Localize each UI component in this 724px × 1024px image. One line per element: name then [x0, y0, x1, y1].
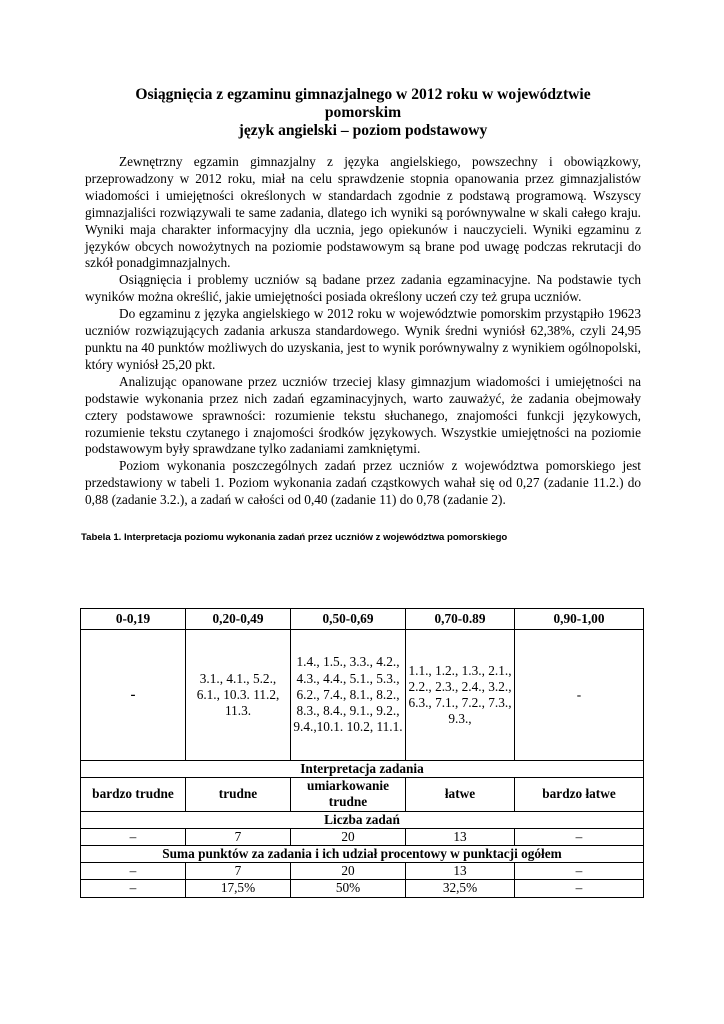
points-cell: 13: [406, 863, 515, 880]
count-cell: –: [81, 828, 186, 845]
document-title: [85, 86, 641, 140]
table-row: [81, 811, 644, 828]
table-row: [81, 863, 644, 880]
title-line-2: pomorskim: [324, 104, 402, 121]
interpretation-cell: łatwe: [406, 778, 515, 811]
tasks-cell: 1.4., 1.5., 3.3., 4.2., 4.3., 4.4., 5.1., 5.3., 6.2., 7.4., 8.1., 8.2., 8.3., 8.4., 9.1., 9.2., 9.4.,10.1. 10.2, 11.1.: [291, 630, 406, 761]
table-row: [81, 630, 644, 761]
points-cell: 20: [291, 863, 406, 880]
range-header: 0,20-0,49: [186, 609, 291, 630]
interpretation-cell: umiarkowanie trudne: [291, 778, 406, 811]
paragraph-skills: Analizując opanowane przez uczniów trzeciej klasy gimnazjum wiadomości i umiejętności na podstawie wykonania przez nich zadań egzaminacyjnych, warto zauważyć, że zadania obejmowały cztery podstawowe sprawności: rozumienie tekstu słuchanego, znajomości funkcji językowych, rozumienie tekstu czytanego i znajomości środków językowych. Wszystkie umiejętności na poziomie podstawowym były sprawdzane tylko zadaniami zamkniętymi.: [85, 373, 641, 457]
percent-cell: –: [81, 880, 186, 897]
points-cell: –: [515, 863, 644, 880]
count-cell: 7: [186, 828, 291, 845]
table-row: [81, 880, 644, 897]
tasks-cell: 3.1., 4.1., 5.2., 6.1., 10.3. 11.2, 11.3.: [186, 630, 291, 761]
results-table: [80, 608, 644, 898]
table-row: [81, 846, 644, 863]
paragraph-intro: Zewnętrzny egzamin gimnazjalny z języka angielskiego, powszechny i obowiązkowy, przeprowadzony w 2012 roku, miał na celu sprawdzenie stopnia opanowania przez gimnazjalistów wiadomości i umiejętności określonych w standardach zgodnie z podstawą programową. Wszyscy gimnazjaliści rozwiązywali te same zadania, dlatego ich wyniki są porównywalne w skali całego kraju. Wyniki maja charakter informacyjny dla ucznia, jego opiekunów i nauczycieli. Wyniki egzaminu z języków obcych nowożytnych na poziomie podstawowym są brane pod uwagę podczas rekrutacji do szkół ponadgimnazjalnych.: [85, 154, 641, 271]
table-caption: Tabela 1. Interpretacja poziomu wykonania zadań przez uczniów z województwa pomorskiego: [81, 532, 508, 544]
range-header: 0,70-0.89: [406, 609, 515, 630]
title-line-1: Osiągnięcia z egzaminu gimnazjalnego w 2012 roku w województwie: [135, 86, 591, 103]
interpretation-header: Interpretacja zadania: [81, 761, 644, 778]
percent-cell: 32,5%: [406, 880, 515, 897]
paragraph-results: Do egzaminu z języka angielskiego w 2012 roku w województwie pomorskim przystąpiło 19623 uczniów rozwiązujących zadania arkusza standardowego. Wynik średni wyniósł 62,38%, czyli 24,95 punktu na 40 punktów możliwych do uzyskania, jest to wynik porównywalny z wynikiem ogólnopolski, który wyniósł 25,20 pkt.: [85, 306, 641, 372]
range-header: 0-0,19: [81, 609, 186, 630]
tasks-cell: -: [515, 630, 644, 761]
table-row: [81, 778, 644, 811]
tasks-cell: 1.1., 1.2., 1.3., 2.1., 2.2., 2.3., 2.4., 3.2., 6.3., 7.1., 7.2., 7.3., 9.3.,: [406, 630, 515, 761]
paragraph-problems: Osiągnięcia i problemy uczniów są badane przez zadania egzaminacyjne. Na podstawie tych wyników można określić, jakie umiejętności posiada określony uczeń czy też grupa uczniów.: [85, 272, 641, 305]
table-row: [81, 609, 644, 630]
count-header: Liczba zadań: [81, 811, 644, 828]
tasks-cell: -: [81, 630, 186, 761]
range-header: 0,50-0,69: [291, 609, 406, 630]
count-cell: –: [515, 828, 644, 845]
points-header: Suma punktów za zadania i ich udział procentowy w punktacji ogółem: [81, 846, 644, 863]
table-row: [81, 761, 644, 778]
percent-cell: –: [515, 880, 644, 897]
percent-cell: 50%: [291, 880, 406, 897]
range-header: 0,90-1,00: [515, 609, 644, 630]
interpretation-cell: bardzo trudne: [81, 778, 186, 811]
points-cell: –: [81, 863, 186, 880]
document-page: [81, 86, 641, 544]
percent-cell: 17,5%: [186, 880, 291, 897]
points-cell: 7: [186, 863, 291, 880]
title-line-3: język angielski – poziom podstawowy: [238, 122, 488, 139]
count-cell: 20: [291, 828, 406, 845]
interpretation-cell: bardzo łatwe: [515, 778, 644, 811]
count-cell: 13: [406, 828, 515, 845]
interpretation-cell: trudne: [186, 778, 291, 811]
paragraph-table-intro: Poziom wykonania poszczególnych zadań przez uczniów z województwa pomorskiego jest przedstawiony w tabeli 1. Poziom wykonania zadań cząstkowych wahał się od 0,27 (zadanie 11.2.) do 0,88 (zadanie 3.2.), a zadań w całości od 0,40 (zadanie 11) do 0,78 (zadanie 2).: [85, 458, 641, 508]
table-row: [81, 828, 644, 845]
